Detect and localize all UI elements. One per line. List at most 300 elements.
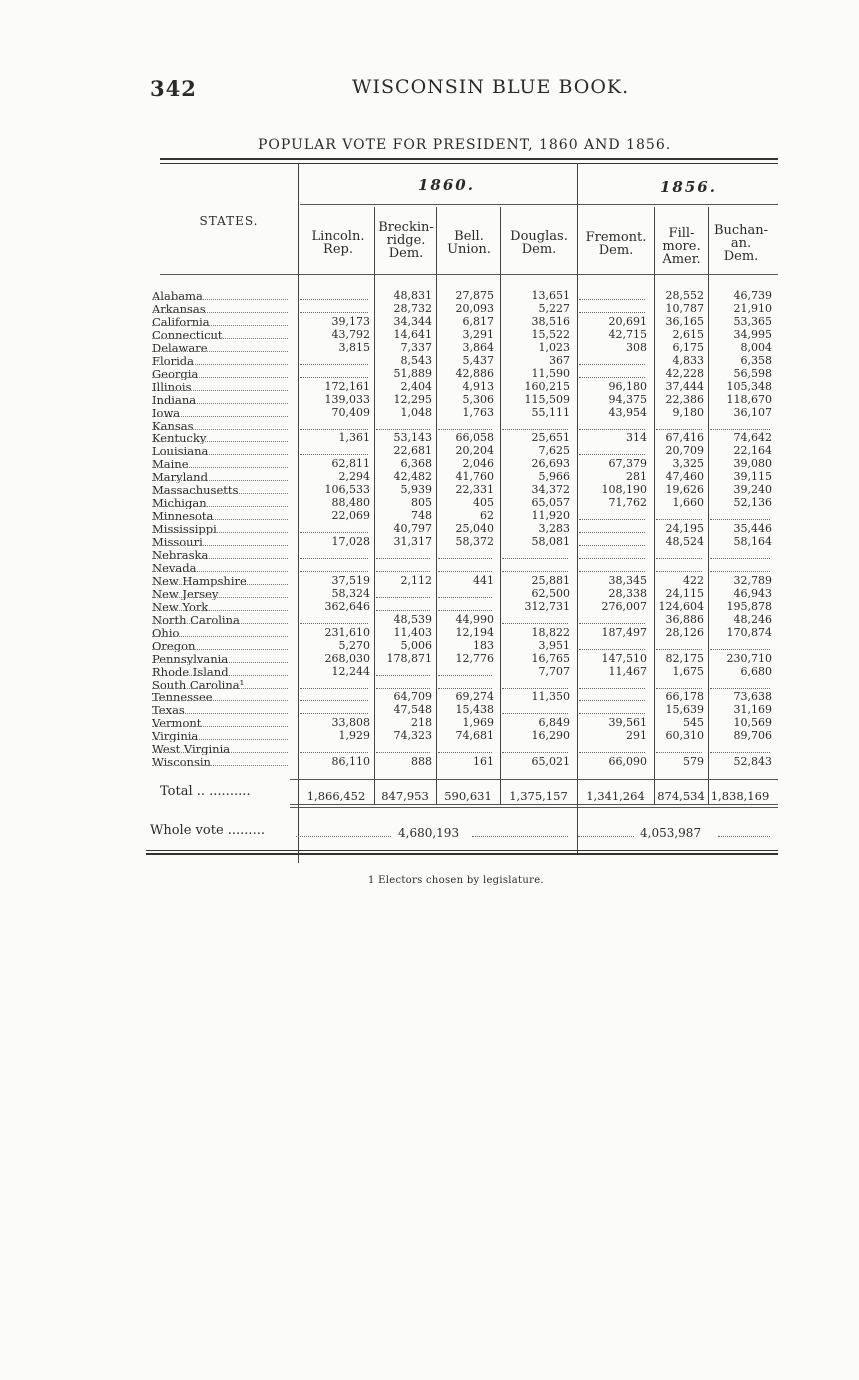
vote-cell: 52,843 [733, 755, 772, 769]
empty-cell-dots [502, 713, 568, 714]
vote-cell: 22,331 [455, 483, 494, 497]
empty-cell-dots [656, 571, 702, 572]
vote-cell: 183 [473, 638, 494, 652]
vote-cell: 441 [473, 573, 494, 587]
state-name [152, 730, 288, 742]
empty-cell-dots [710, 519, 770, 520]
vote-cell: 74,323 [393, 729, 432, 743]
empty-cell-dots [579, 700, 645, 701]
vote-cell: 8,543 [400, 353, 432, 367]
state-label: Maine [152, 458, 189, 471]
vote-cell: 25,881 [531, 573, 570, 587]
state-name [152, 653, 288, 665]
vote-cell: 42,228 [665, 366, 704, 380]
col-head-fillmore: Fill- more. Amer. [662, 226, 701, 267]
vote-cell: 21,910 [733, 301, 772, 315]
state-name [152, 394, 288, 406]
vote-cell: 12,776 [455, 651, 494, 665]
state-name [152, 368, 288, 380]
empty-cell-dots [579, 688, 645, 689]
vote-cell: 5,939 [400, 483, 432, 497]
vote-cell: 66,058 [455, 431, 494, 445]
vote-cell: 27,875 [455, 289, 494, 302]
vote-cell: 28,552 [665, 289, 704, 302]
state-name [152, 471, 288, 483]
col-head-breckinridge: Breckin- ridge. Dem. [378, 220, 434, 261]
empty-cell-dots [376, 429, 430, 430]
empty-cell-dots [300, 571, 368, 572]
vote-cell: 58,372 [455, 535, 494, 549]
empty-cell-dots [300, 700, 368, 701]
state-name [152, 601, 288, 613]
vote-cell: 15,522 [531, 327, 570, 341]
state-label: Rhode Island [152, 665, 229, 678]
state-label: Kentucky [152, 432, 207, 445]
vote-cell: 24,195 [665, 522, 704, 536]
vote-cell: 3,864 [462, 340, 494, 354]
empty-cell-dots [710, 429, 770, 430]
vote-cell: 48,831 [393, 289, 432, 302]
vote-cell: 8,004 [740, 340, 772, 354]
vote-cell: 11,403 [393, 625, 432, 639]
state-label: Georgia [152, 367, 199, 380]
vote-cell: 6,368 [400, 457, 432, 471]
vote-cell: 11,350 [531, 690, 570, 704]
state-name [152, 627, 288, 639]
empty-cell-dots [300, 299, 368, 300]
vote-cell: 51,889 [393, 366, 432, 380]
whole-vote-1856: 4,053,987 [640, 826, 702, 840]
vote-cell: 47,460 [665, 470, 704, 484]
vote-cell: 66,090 [608, 755, 647, 769]
vote-cell: 55,111 [531, 405, 570, 419]
vote-cell: 44,990 [455, 612, 494, 626]
empty-cell-dots [300, 713, 368, 714]
vote-cell: 108,190 [601, 483, 647, 497]
vote-cell: 28,338 [608, 586, 647, 600]
vote-cell: 42,482 [393, 470, 432, 484]
vote-cell: 106,533 [324, 483, 370, 497]
empty-cell-dots [579, 649, 645, 650]
empty-cell-dots [300, 623, 368, 624]
vote-cell: 1,929 [338, 729, 370, 743]
vote-cell: 88,480 [331, 496, 370, 510]
state-label: Nebraska [152, 549, 209, 561]
empty-cell-dots [300, 752, 368, 753]
state-label: Maryland [152, 471, 208, 484]
vote-cell: 170,874 [726, 625, 772, 639]
state-label: Michigan [152, 497, 207, 510]
vote-cell: 73,638 [733, 690, 772, 704]
vote-cell: 291 [626, 729, 647, 743]
state-name [152, 303, 288, 315]
vote-cell: 7,625 [538, 444, 570, 458]
vote-cell: 22,069 [331, 509, 370, 523]
vote-cell: 139,033 [324, 392, 370, 406]
vote-cell: 67,416 [665, 431, 704, 445]
col-head-douglas: Douglas. Dem. [510, 229, 568, 257]
state-name [152, 588, 288, 600]
vote-cell: 367 [549, 353, 570, 367]
vote-cell: 62 [480, 509, 494, 523]
empty-cell-dots [710, 649, 770, 650]
state-label: West Virginia [152, 743, 231, 756]
state-name [152, 640, 288, 652]
vote-cell: 60,310 [665, 729, 704, 743]
state-label: Ohio [152, 626, 180, 639]
total-buchanan: 1,838,169 [710, 789, 770, 803]
vote-cell: 56,598 [733, 366, 772, 380]
vote-cell: 308 [626, 340, 647, 354]
empty-cell-dots [579, 623, 645, 624]
vote-cell: 58,164 [733, 535, 772, 549]
state-label: Kansas [152, 419, 194, 432]
vote-cell: 3,291 [462, 327, 494, 341]
page-header: WISCONSIN BLUE BOOK. [352, 76, 630, 98]
vote-cell: 94,375 [608, 392, 647, 406]
empty-cell-dots [579, 713, 645, 714]
vote-cell: 231,610 [324, 625, 370, 639]
vote-cell: 39,240 [733, 483, 772, 497]
empty-cell-dots [438, 675, 492, 676]
vote-cell: 31,169 [733, 703, 772, 717]
bottom-rule-thick [146, 853, 778, 855]
vote-cell: 20,709 [665, 444, 704, 458]
vote-cell: 888 [411, 755, 432, 769]
vote-cell: 10,569 [733, 716, 772, 730]
vote-cell: 46,943 [733, 586, 772, 600]
empty-cell-dots [376, 675, 430, 676]
vote-cell: 748 [411, 509, 432, 523]
state-label: Missouri [152, 536, 203, 549]
vote-cell: 46,739 [733, 289, 772, 302]
state-label: Tennessee [152, 691, 213, 704]
vote-cell: 405 [473, 496, 494, 510]
total-fillmore: 874,534 [657, 789, 705, 803]
year-divider [300, 204, 778, 205]
empty-cell-dots [656, 649, 702, 650]
empty-cell-dots [300, 364, 368, 365]
empty-cell-dots [376, 571, 430, 572]
empty-cell-dots [656, 429, 702, 430]
empty-cell-dots [502, 558, 568, 559]
col-line [298, 163, 299, 863]
vote-cell: 53,365 [733, 314, 772, 328]
state-label: Florida [152, 354, 194, 367]
state-name [152, 679, 288, 691]
col-line [374, 207, 375, 805]
vote-cell: 5,227 [538, 301, 570, 315]
vote-cell: 230,710 [726, 651, 772, 665]
vote-cell: 47,548 [393, 703, 432, 717]
empty-cell-dots [656, 752, 702, 753]
vote-cell: 362,646 [324, 599, 370, 613]
vote-cell: 805 [411, 496, 432, 510]
state-label: Mississippi [152, 523, 217, 536]
vote-cell: 6,358 [740, 353, 772, 367]
vote-cell: 34,344 [393, 314, 432, 328]
state-label: New Jersey [152, 587, 219, 600]
vote-cell: 124,604 [658, 599, 704, 613]
empty-cell-dots [376, 558, 430, 559]
vote-cell: 28,732 [393, 301, 432, 315]
empty-cell-dots [300, 377, 368, 378]
state-label: South Carolina¹ [152, 678, 245, 691]
vote-cell: 1,763 [462, 405, 494, 419]
state-label: Nevada [152, 561, 197, 574]
empty-cell-dots [438, 429, 492, 430]
empty-cell-dots [502, 752, 568, 753]
empty-cell-dots [579, 429, 645, 430]
vote-cell: 39,115 [733, 470, 772, 484]
vote-cell: 42,715 [608, 327, 647, 341]
empty-cell-dots [300, 454, 368, 455]
vote-cell: 161 [473, 755, 494, 769]
vote-cell: 12,194 [455, 625, 494, 639]
vote-cell: 105,348 [726, 379, 772, 393]
vote-cell: 3,325 [672, 457, 704, 471]
vote-cell: 16,765 [531, 651, 570, 665]
vote-cell: 2,404 [400, 379, 432, 393]
vote-cell: 11,590 [531, 366, 570, 380]
vote-cell: 115,509 [524, 392, 570, 406]
state-name [152, 432, 288, 444]
vote-cell: 52,136 [733, 496, 772, 510]
year-1856: 1856. [660, 178, 717, 196]
state-name [152, 756, 288, 768]
vote-cell: 12,244 [331, 664, 370, 678]
vote-cell: 20,093 [455, 301, 494, 315]
total-bell: 590,631 [444, 789, 492, 803]
empty-cell-dots [502, 571, 568, 572]
vote-cell: 43,954 [608, 405, 647, 419]
state-name [152, 510, 288, 522]
col-head-fremont: Fremont. Dem. [585, 230, 647, 258]
state-name [152, 355, 288, 367]
total-douglas: 1,375,157 [509, 789, 568, 803]
vote-cell: 36,165 [665, 314, 704, 328]
vote-cell: 25,040 [455, 522, 494, 536]
vote-cell: 34,372 [531, 483, 570, 497]
vote-cell: 74,681 [455, 729, 494, 743]
total-fremont: 1,341,264 [586, 789, 645, 803]
state-label: Arkansas [152, 302, 206, 315]
state-label: Iowa [152, 406, 181, 419]
state-label: Virginia [152, 730, 199, 743]
page-number: 342 [150, 76, 197, 101]
dots [718, 836, 770, 837]
vote-cell: 2,046 [462, 457, 494, 471]
state-label: Oregon [152, 639, 196, 652]
state-label: New York [152, 600, 209, 613]
vote-cell: 22,681 [393, 444, 432, 458]
vote-cell: 7,337 [400, 340, 432, 354]
vote-cell: 34,995 [733, 327, 772, 341]
col-line [577, 163, 578, 855]
totals-bottom-rule [290, 804, 778, 805]
state-name [152, 381, 288, 393]
vote-cell: 62,500 [531, 586, 570, 600]
bottom-rule [146, 850, 778, 851]
vote-cell: 53,143 [393, 431, 432, 445]
empty-cell-dots [502, 688, 568, 689]
vote-cell: 178,871 [386, 651, 432, 665]
state-name [152, 445, 288, 457]
empty-cell-dots [376, 610, 430, 611]
vote-cell: 14,641 [393, 327, 432, 341]
totals-top-rule [290, 779, 778, 780]
state-label: Indiana [152, 393, 197, 406]
vote-cell: 37,444 [665, 379, 704, 393]
vote-cell: 3,815 [338, 340, 370, 354]
dots [296, 836, 391, 837]
vote-cell: 314 [626, 431, 647, 445]
state-name [152, 717, 288, 729]
state-label: Minnesota [152, 510, 214, 523]
vote-cell: 5,006 [400, 638, 432, 652]
vote-cell: 422 [683, 573, 704, 587]
vote-cell: 22,386 [665, 392, 704, 406]
vote-cell: 20,691 [608, 314, 647, 328]
header-bottom-rule [160, 274, 778, 275]
empty-cell-dots [579, 299, 645, 300]
vote-cell: 172,161 [324, 379, 370, 393]
states-header: STATES. [199, 214, 259, 228]
state-name [152, 342, 288, 354]
vote-cell: 6,849 [538, 716, 570, 730]
vote-cell: 31,317 [393, 535, 432, 549]
state-name [152, 691, 288, 703]
col-head-bell: Bell. Union. [447, 229, 491, 257]
empty-cell-dots [438, 688, 492, 689]
vote-cell: 147,510 [601, 651, 647, 665]
state-name [152, 458, 288, 470]
vote-cell: 28,126 [665, 625, 704, 639]
state-label: Alabama [152, 290, 203, 302]
vote-cell: 33,808 [331, 716, 370, 730]
vote-cell: 86,110 [331, 755, 370, 769]
whole-vote-1860: 4,680,193 [398, 826, 460, 840]
vote-cell: 65,021 [531, 755, 570, 769]
empty-cell-dots [376, 688, 430, 689]
vote-cell: 70,409 [331, 405, 370, 419]
vote-cell: 312,731 [524, 599, 570, 613]
state-name [152, 329, 288, 341]
state-name [152, 407, 288, 419]
empty-cell-dots [579, 364, 645, 365]
totals-bottom-rule [290, 807, 778, 808]
state-name [152, 575, 288, 587]
empty-cell-dots [710, 558, 770, 559]
vote-cell: 1,969 [462, 716, 494, 730]
vote-cell: 48,524 [665, 535, 704, 549]
empty-cell-dots [438, 558, 492, 559]
vote-cell: 58,081 [531, 535, 570, 549]
vote-cell: 17,028 [331, 535, 370, 549]
total-lincoln: 1,866,452 [306, 789, 366, 803]
vote-cell: 74,642 [733, 431, 772, 445]
top-rule-thin [160, 163, 778, 164]
empty-cell-dots [579, 752, 645, 753]
whole-vote-label: Whole vote ......... [150, 823, 265, 838]
vote-cell: 7,707 [538, 664, 570, 678]
total-label: Total .. .......... [160, 784, 251, 799]
vote-cell: 69,274 [455, 690, 494, 704]
vote-cell: 96,180 [608, 379, 647, 393]
empty-cell-dots [438, 597, 492, 598]
vote-cell: 19,626 [665, 483, 704, 497]
empty-cell-dots [438, 610, 492, 611]
col-head-buchanan: Buchan- an. Dem. [713, 223, 769, 264]
empty-cell-dots [502, 623, 568, 624]
state-label: Connecticut [152, 328, 223, 341]
empty-cell-dots [579, 532, 645, 533]
vote-cell: 11,920 [531, 509, 570, 523]
vote-cell: 195,878 [726, 599, 772, 613]
vote-cell: 118,670 [726, 392, 772, 406]
state-name [152, 523, 288, 535]
vote-cell: 276,007 [601, 599, 647, 613]
empty-cell-dots [300, 429, 368, 430]
vote-cell: 12,295 [393, 392, 432, 406]
vote-cell: 36,107 [733, 405, 772, 419]
state-label: California [152, 315, 210, 328]
vote-cell: 39,561 [608, 716, 647, 730]
state-name [152, 666, 288, 678]
vote-cell: 6,680 [740, 664, 772, 678]
empty-cell-dots [438, 571, 492, 572]
vote-cell: 1,660 [672, 496, 704, 510]
state-label: Vermont [152, 717, 202, 730]
vote-cell: 39,080 [733, 457, 772, 471]
vote-cell: 25,651 [531, 431, 570, 445]
vote-cell: 4,913 [462, 379, 494, 393]
vote-cell: 1,048 [400, 405, 432, 419]
state-name [152, 562, 288, 574]
col-head-lincoln: Lincoln. Rep. [311, 229, 365, 257]
state-label: Massachusetts [152, 484, 239, 497]
vote-cell: 1,361 [338, 431, 370, 445]
vote-cell: 67,379 [608, 457, 647, 471]
vote-cell: 2,615 [672, 327, 704, 341]
vote-cell: 160,215 [524, 379, 570, 393]
empty-cell-dots [376, 752, 430, 753]
empty-cell-dots [656, 688, 702, 689]
empty-cell-dots [710, 752, 770, 753]
vote-cell: 32,789 [733, 573, 772, 587]
empty-cell-dots [579, 519, 645, 520]
vote-cell: 48,246 [733, 612, 772, 626]
vote-cell: 24,115 [665, 586, 704, 600]
vote-cell: 4,833 [672, 353, 704, 367]
vote-cell: 82,175 [665, 651, 704, 665]
empty-cell-dots [300, 532, 368, 533]
vote-cell: 545 [683, 716, 704, 730]
total-breckinridge: 847,953 [381, 789, 429, 803]
empty-cell-dots [300, 688, 368, 689]
vote-cell: 218 [411, 716, 432, 730]
vote-cell: 18,822 [531, 625, 570, 639]
vote-cell: 58,324 [331, 586, 370, 600]
state-name [152, 536, 288, 548]
empty-cell-dots [710, 571, 770, 572]
state-name [152, 549, 288, 561]
state-label: Illinois [152, 380, 192, 393]
vote-cell: 89,706 [733, 729, 772, 743]
col-line [654, 207, 655, 805]
vote-cell: 39,173 [331, 314, 370, 328]
state-label: Texas [152, 704, 185, 717]
